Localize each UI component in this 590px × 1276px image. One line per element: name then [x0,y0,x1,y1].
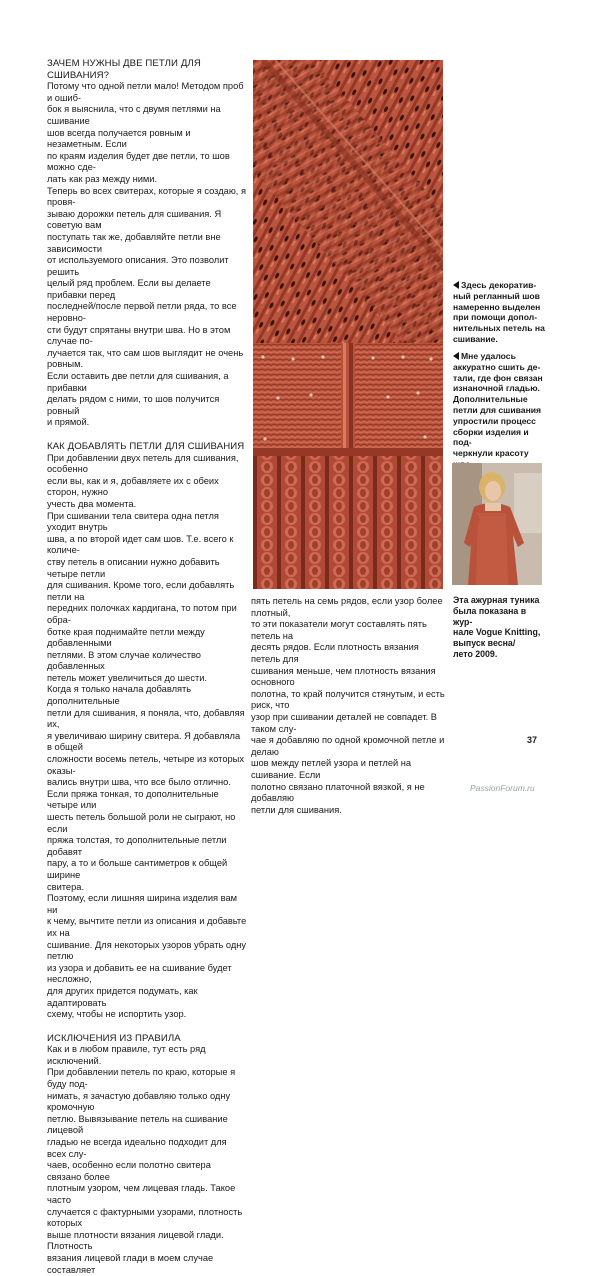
text-line: петлями. В этом случае количество добавленных [47,649,201,672]
text-line: Если оставить две петли для сшивания, а прибавки [47,371,229,393]
text-line: Потому что одной петли мало! Методом проб и ошиб- [47,81,244,103]
text-line: Если пряжа тонкая, то дополнительные четыре или [47,788,219,811]
caption-line: черкнули красоту [453,448,529,459]
text-line: делать рядом с ними, то шов получится ровный [47,394,220,416]
text-line: лучается так, что сам шов выглядит не очень ровным. [47,347,244,370]
caption-line: нительных петель на [453,323,545,334]
text-line: Когда я только начала добавлять дополнительные [47,684,192,707]
text-line: петли для сшивания. [251,804,342,815]
text-line: я увеличиваю ширину свитера. Я добавляла в общей [47,730,241,753]
section2-body [47,453,247,1021]
text-line: Поэтому, если лишняя ширина изделия вам ни [47,893,238,915]
caption-line: намеренно выделен [453,301,541,312]
text-line: пять петель на семь рядов, если узор более плотный, [251,596,443,618]
caption-line: сборки изделия и под- [453,426,529,448]
text-line: При добавлении петель по краю, которые я буду под- [47,1067,236,1090]
text-line: шов между петлей узора и петлей на сшивание. Если [251,758,412,780]
text-line: шов всегда получается ровным и незаметным. Если [47,127,191,150]
text-line: сложности восемь петель, четыре из которых оказы- [47,754,245,776]
text-line: пару, а то и больше сантиметров к общей ширине [47,858,228,880]
knit-side-seam-photo [253,343,443,589]
text-line: то эти показатели могут составлять пять петель на [251,619,427,641]
text-line: петель может увеличиться до шести. [47,672,207,683]
text-line: шесть петель большой роли не сыграют, но если [47,812,236,834]
text-line: петли для сшивания, я поняла, что, добавляя их, [47,707,245,730]
caption-line: выпуск весна/ [453,638,516,649]
caption-line: Эта ажурная туника [453,595,540,605]
text-line: сшивания меньше, чем плотность вязания основного [251,665,436,688]
left-text-column [47,58,247,1276]
text-line: петлю. Вывязывание петель на сшивание лицевой [47,1113,228,1136]
caption-side-seam [453,351,545,470]
text-line: свитера. [47,881,85,892]
text-line: полотна, то край получится стянутым, и есть риск, что [251,688,445,711]
text-line: шва, а по второй идет сам шов. Т.е. всего к количе- [47,533,234,556]
knit-raglan-photo [253,60,443,343]
caption-text: Здесь декоратив- [461,280,537,290]
text-line: передних полочках кардигана, то потом при обра- [47,603,237,625]
caption-line: была показана в жур- [453,605,527,627]
text-line: поступать так же, добавляйте петли вне зависимости [47,231,221,254]
text-line: узор при сшивании деталей не совпадет. В таком слу- [251,711,437,734]
text-line: При добавлении двух петель для сшивания, особенно [47,452,239,475]
text-line: ботке края поднимайте петли между добавленными [47,626,205,649]
watermark: PassionForum.ru [470,783,535,793]
text-line: чае я добавляю по одной кромочной петле и делаю [251,735,445,757]
caption-line: сшивание. [453,333,498,344]
text-line: последней/после первой петли ряда, то все неровно- [47,301,237,324]
continued-text-column [251,596,447,816]
caption-line [453,351,545,362]
text-line: бок я выяснила, что с двумя петлями на сшивание [47,104,221,126]
text-line: к чему, вычтите петли из описания и добавьте их на [47,916,247,938]
text-line: вязания лицевой глади в моем случае составляет [47,1252,214,1275]
raglan-knit-texture [253,60,443,343]
text-line: десять рядов. Если плотность вязания петель для [251,642,419,664]
caption-line [453,280,545,291]
text-line: ству петель в описании нужно добавить четыре петли [47,556,220,579]
text-line: для других придется подумать, как адаптировать [47,985,198,1008]
caption-line: при помощи допол- [453,312,538,323]
text-line: целый ряд проблем. Если вы делаете прибавки перед [47,278,211,300]
side-seam-knit-texture [253,343,443,589]
text-line: зываю дорожки петель для сшивания. Я советую вам [47,208,222,231]
text-line: для сшивания. Кроме того, если добавлять петли на [47,580,235,602]
text-line: полотно связано платочной вязкой, я не добавляю [251,781,425,804]
tunic-model-photo [452,463,542,585]
caption-raglan [453,280,545,345]
caption-line: петли для сшивания [453,404,542,415]
text-line: пряжа толстая, то дополнительные петли добавят [47,835,227,857]
text-line: При сшивании тела свитера одна петля уходит внутрь [47,510,219,533]
text-line: сшивание. Для некоторых узоров убрать одну петлю [47,939,247,962]
text-line: лать как раз между ними. [47,173,158,184]
section3-body [47,1044,247,1276]
caption-line: тали, где фон связан [453,372,543,383]
text-line: из узора и добавить ее на сшивание будет несложно, [47,962,232,985]
caption-line: нале Vogue Knitting, [453,627,541,638]
text-line: гладью не всегда идеально подходит для всех слу- [47,1137,227,1159]
tunic-model-illustration [452,463,542,585]
text-line: выше плотности вязания лицевой глади. Плотность [47,1229,224,1252]
caption-line: лето 2009. [453,648,498,659]
caption-line: ный регланный шов [453,290,540,301]
caption-line: аккуратно сшить де- [453,361,541,372]
heading-why-two-stitches: ЗАЧЕМ НУЖНЫ ДВЕ ПЕТЛИ ДЛЯ СШИВАНИЯ? [47,58,201,81]
text-line: Теперь во всех свитерах, которые я создаю, я провя- [47,185,246,208]
arrow-left-icon [453,352,459,360]
text-line: сти будут спрятаны внутри шва. Но в этом случае по- [47,324,231,347]
text-line: вались внутри шва, что все было отлично. [47,777,231,788]
arrow-left-icon [453,281,459,289]
section1-body [47,81,247,429]
text-line: случается с фактурными узорами, плотность которых [47,1206,243,1229]
text-line: Как и в любом правиле, тут есть ряд исключений. [47,1044,206,1066]
caption-line: Дополнительные [453,394,528,405]
page-number: 37 [527,735,538,745]
text-line: схему, чтобы не испортить узор. [47,1009,187,1020]
caption-line: изнаночной гладью. [453,383,540,394]
heading-how-to-add: КАК ДОБАВЛЯТЬ ПЕТЛИ ДЛЯ СШИВАНИЯ [47,441,245,452]
text-line: плотным узором, чем лицевая гладь. Такое часто [47,1183,236,1205]
caption-tunic [453,595,545,660]
text-line: от используемого описания. Это позволит решить [47,255,229,277]
text-line: учесть два момента. [47,498,137,509]
text-line: по краям изделия будет две петли, то шов можно сде- [47,150,230,173]
text-line: нимать, я зачастую добавляю только одну кромочную [47,1090,231,1113]
caption-line: упростили процесс [453,415,536,426]
text-line: если вы, как и я, добавляете их с обеих сторон, нужно [47,475,219,498]
heading-exceptions: ИСКЛЮЧЕНИЯ ИЗ ПРАВИЛА [47,1032,181,1044]
text-line: и прямой. [47,417,90,428]
text-line: чаев, особенно если полотно свитера связано более [47,1160,211,1182]
caption-text: Мне удалось [461,351,516,361]
